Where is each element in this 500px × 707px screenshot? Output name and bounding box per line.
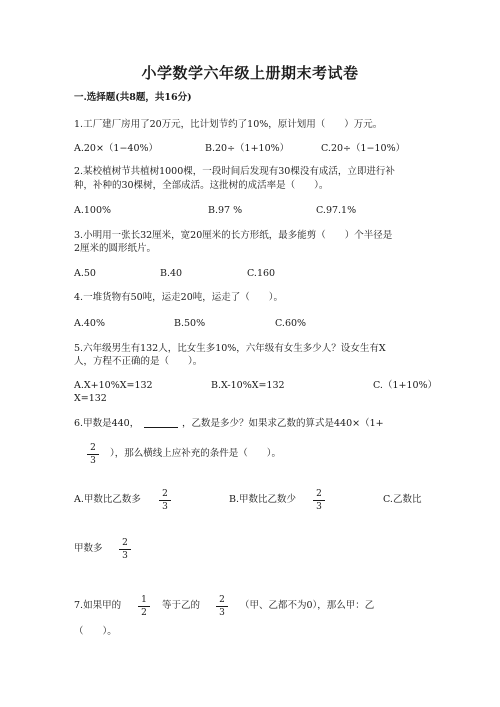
question-6-stem-line2: ），那么横线上应补充的条件是（ ）。 [110, 448, 282, 459]
question-7-stem-part2: 等于乙的 [162, 600, 201, 611]
question-4-option-c[interactable]: C.60% [275, 318, 307, 329]
question-6-option-a-fraction [158, 489, 172, 512]
fraction-numerator: 2 [122, 538, 128, 548]
question-4-option-b[interactable]: B.50% [174, 318, 206, 329]
fraction-denominator: 3 [219, 608, 225, 618]
question-3-stem-line2: 2厘米的圆形纸片。 [74, 243, 157, 254]
question-6-stem-part1: 6.甲数是440， [74, 418, 140, 429]
question-7-fraction-2 [215, 595, 229, 618]
question-6-fraction [86, 443, 100, 466]
fraction-bar [119, 549, 131, 550]
question-5-stem-line2: 人，方程不正确的是（ ）。 [74, 356, 203, 367]
fraction-bar [313, 500, 325, 501]
fraction-numerator: 2 [90, 443, 96, 453]
question-6-stem-part2: ，乙数是多少？如果求乙数的算式是440×（1+ [182, 418, 384, 429]
fraction-numerator: 2 [219, 595, 225, 605]
question-3-stem-line1: 3.小明用一张长32厘米，宽20厘米的长方形纸，最多能剪（ ）个半径是 [74, 230, 393, 241]
fraction-bar [138, 606, 150, 607]
question-1-option-a[interactable]: A.20×（1−40%） [74, 143, 159, 154]
fraction-numerator: 2 [162, 489, 168, 499]
question-6-option-c-continued: 甲数多 [74, 543, 103, 554]
question-2-option-a[interactable]: A.100% [74, 205, 112, 216]
section-heading: 一.选择题(共8题，共16分) [74, 92, 192, 103]
fraction-denominator: 3 [90, 456, 96, 466]
question-6-option-b-fraction [312, 489, 326, 512]
question-1-stem: 1.工厂建厂房用了20万元，比计划节约了10%，原计划用（ ）万元。 [74, 119, 383, 130]
fraction-bar [87, 454, 99, 455]
question-2-stem-line2: 种，补种的30棵树，全部成活。这批树的成活率是（ ）。 [74, 180, 329, 191]
fraction-bar [216, 606, 228, 607]
question-1-option-c[interactable]: C.20÷（1−10%） [321, 143, 406, 154]
question-7-stem-part1: 7.如果甲的 [74, 600, 122, 611]
question-3-option-b[interactable]: B.40 [160, 268, 183, 279]
fraction-denominator: 3 [316, 502, 322, 512]
fraction-denominator: 2 [141, 608, 147, 618]
question-5-option-b[interactable]: B.X-10%X=132 [211, 380, 285, 391]
question-5-option-c-continued: X=132 [74, 393, 107, 404]
question-1-option-b[interactable]: B.20÷（1+10%） [205, 143, 290, 154]
question-6-option-a[interactable]: A.甲数比乙数多 [74, 494, 141, 505]
fraction-numerator: 1 [141, 595, 147, 605]
question-7-stem-part3: （甲、乙都不为0），那么甲：乙 [240, 600, 375, 611]
question-4-stem: 4.一堆货物有50吨，运走20吨，运走了（ ）。 [74, 292, 283, 303]
question-7-fraction-1 [137, 595, 151, 618]
fraction-denominator: 3 [162, 502, 168, 512]
question-6-option-b[interactable]: B.甲数比乙数少 [229, 494, 297, 505]
question-2-option-b[interactable]: B.97 % [208, 205, 243, 216]
question-3-option-a[interactable]: A.50 [74, 268, 96, 279]
question-5-option-a[interactable]: A.X+10%X=132 [74, 380, 153, 391]
question-5-stem-line1: 5.六年级男生有132人，比女生多10%，六年级有女生多少人？设女生有X [74, 343, 386, 354]
question-6-option-c-fraction [118, 538, 132, 561]
page-title: 小学数学六年级上册期末考试卷 [141, 64, 359, 82]
fraction-bar [159, 500, 171, 501]
question-6-blank[interactable] [144, 418, 178, 432]
question-6-option-c[interactable]: C.乙数比 [383, 494, 422, 505]
question-3-option-c[interactable]: C.160 [247, 268, 276, 279]
question-5-option-c[interactable]: C.（1+10%） [373, 380, 438, 391]
question-7-stem-line2: （ ）。 [74, 626, 117, 637]
question-2-option-c[interactable]: C.97.1% [316, 205, 357, 216]
question-2-stem-line1: 2.某校植树节共植树1000棵，一段时间后发现有30棵没有成活，立即进行补 [74, 166, 395, 177]
fraction-numerator: 2 [316, 489, 322, 499]
fraction-denominator: 3 [122, 551, 128, 561]
question-4-option-a[interactable]: A.40% [74, 318, 105, 329]
